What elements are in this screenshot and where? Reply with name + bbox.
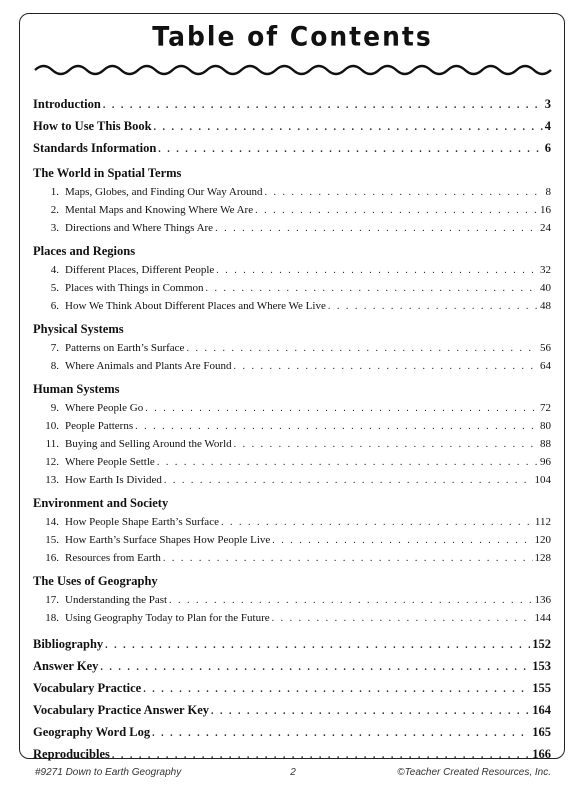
toc-entry[interactable] — [33, 261, 551, 279]
dot-leader — [234, 436, 538, 453]
section-places-regions — [33, 241, 551, 315]
toc-entry-label: Vocabulary Practice — [33, 681, 142, 695]
front-matter — [33, 93, 551, 159]
toc-entry-number: 9. — [50, 402, 59, 414]
dot-leader — [164, 472, 533, 489]
toc-entry-page: 64 — [540, 360, 551, 372]
dot-leader — [328, 298, 538, 315]
toc-entry-number: 14. — [45, 516, 59, 528]
toc-entry[interactable] — [33, 591, 551, 609]
dot-leader — [265, 184, 544, 201]
toc-entry[interactable] — [33, 453, 551, 471]
toc-entry[interactable] — [33, 357, 551, 375]
section-human-systems — [33, 379, 551, 489]
dot-leader — [135, 418, 538, 435]
toc-entry-label: How People Shape Earth’s Surface — [65, 516, 219, 528]
toc-entry-label: Geography Word Log — [33, 725, 151, 739]
dot-leader — [103, 95, 543, 115]
dot-leader — [186, 340, 538, 357]
dot-leader — [157, 454, 538, 471]
toc-entry-page: 165 — [532, 725, 551, 739]
toc-entry-page: 152 — [532, 637, 551, 651]
toc-entry-label: How We Think About Different Places and Where We Live — [65, 300, 326, 312]
toc-entry-label: Mental Maps and Knowing Where We Are — [65, 204, 254, 216]
dot-leader — [216, 262, 538, 279]
toc-entry-number: 12. — [45, 456, 59, 468]
section-heading: The World in Spatial Terms — [33, 166, 182, 180]
toc-entry-page: 24 — [540, 222, 551, 234]
section-heading: The Uses of Geography — [33, 574, 158, 588]
toc-entry-introduction[interactable] — [33, 93, 551, 115]
toc-entry-page: 4 — [544, 119, 551, 133]
toc-entry-page: 153 — [532, 659, 551, 673]
dot-leader — [105, 635, 530, 655]
toc-entry-label: Resources from Earth — [65, 552, 161, 564]
toc-entry-number: 5. — [50, 282, 59, 294]
toc-entry-bibliography[interactable] — [33, 633, 551, 655]
toc-entry[interactable] — [33, 219, 551, 237]
toc-entry-number: 4. — [50, 264, 59, 276]
dot-leader — [158, 139, 542, 159]
toc-entry-number: 17. — [45, 594, 59, 606]
toc-entry-page: 56 — [540, 342, 551, 354]
dot-leader — [255, 202, 538, 219]
toc-entry-page: 136 — [534, 594, 551, 606]
toc-entry-page: 6 — [544, 141, 551, 155]
dot-leader — [215, 220, 538, 237]
toc-entry[interactable] — [33, 279, 551, 297]
toc-entry-page: 155 — [532, 681, 551, 695]
table-of-contents — [33, 93, 551, 765]
dot-leader — [152, 723, 530, 743]
toc-entry-label: People Patterns — [65, 420, 134, 432]
toc-entry[interactable] — [33, 435, 551, 453]
toc-entry-label: Answer Key — [33, 659, 99, 673]
toc-entry-page: 144 — [534, 612, 551, 624]
toc-entry[interactable] — [33, 297, 551, 315]
section-physical-systems — [33, 319, 551, 375]
dot-leader — [100, 657, 530, 677]
toc-entry[interactable] — [33, 417, 551, 435]
toc-entry-label: Places with Things in Common — [65, 282, 204, 294]
page-number: 2 — [290, 767, 296, 778]
toc-entry-number: 18. — [45, 612, 59, 624]
toc-entry-page: 8 — [545, 186, 551, 198]
dot-leader — [112, 745, 530, 765]
toc-entry[interactable] — [33, 399, 551, 417]
toc-entry-label: Using Geography Today to Plan for the Future — [65, 612, 270, 624]
toc-entry-vocab-answer-key[interactable] — [33, 699, 551, 721]
toc-entry[interactable] — [33, 183, 551, 201]
toc-entry-label: How to Use This Book — [33, 119, 152, 133]
toc-entry-label: Understanding the Past — [65, 594, 168, 606]
toc-entry-label: Maps, Globes, and Finding Our Way Around — [65, 186, 263, 198]
dot-leader — [206, 280, 538, 297]
toc-entry-page: 72 — [540, 402, 551, 414]
toc-entry-page: 16 — [540, 204, 551, 216]
toc-entry-word-log[interactable] — [33, 721, 551, 743]
section-uses-of-geography — [33, 571, 551, 627]
toc-entry-page: 3 — [544, 97, 551, 111]
dot-leader — [169, 592, 532, 609]
toc-entry-label: Where People Settle — [65, 456, 155, 468]
toc-entry-number: 13. — [45, 474, 59, 486]
toc-entry-page: 96 — [540, 456, 551, 468]
toc-entry-label: Different Places, Different People — [65, 264, 215, 276]
toc-entry-number: 10. — [45, 420, 59, 432]
toc-entry[interactable] — [33, 513, 551, 531]
toc-entry[interactable] — [33, 609, 551, 627]
toc-entry-page: 166 — [532, 747, 551, 761]
toc-entry-reproducibles[interactable] — [33, 743, 551, 765]
toc-entry[interactable] — [33, 339, 551, 357]
toc-entry-label: Patterns on Earth’s Surface — [65, 342, 185, 354]
toc-entry-label: Reproducibles — [33, 747, 110, 761]
section-spatial-terms — [33, 163, 551, 237]
dot-leader — [163, 550, 533, 567]
toc-entry-number: 16. — [45, 552, 59, 564]
toc-entry-how-to-use[interactable] — [33, 115, 551, 137]
page-title: Table of Contents — [152, 21, 433, 52]
section-heading: Places and Regions — [33, 244, 136, 258]
toc-entry-page: 48 — [540, 300, 551, 312]
toc-entry-number: 6. — [50, 300, 59, 312]
toc-entry-page: 128 — [534, 552, 551, 564]
dot-leader — [272, 532, 532, 549]
toc-entry[interactable] — [33, 471, 551, 489]
toc-entry-page: 80 — [540, 420, 551, 432]
toc-entry-page: 104 — [534, 474, 551, 486]
dot-leader — [154, 117, 543, 137]
toc-entry-answer-key[interactable] — [33, 655, 551, 677]
dot-leader — [221, 514, 533, 531]
toc-entry-label: Bibliography — [33, 637, 104, 651]
section-heading: Environment and Society — [33, 496, 169, 510]
page-footer — [35, 767, 551, 778]
footer-book-title: #9271 Down to Earth Geography — [35, 767, 182, 778]
toc-entry-label: Where People Go — [65, 402, 144, 414]
toc-entry[interactable] — [33, 531, 551, 549]
toc-entry-vocabulary-practice[interactable] — [33, 677, 551, 699]
toc-entry-standards[interactable] — [33, 137, 551, 159]
toc-entry-label: Where Animals and Plants Are Found — [65, 360, 232, 372]
dot-leader — [234, 358, 538, 375]
toc-entry-label: Standards Information — [33, 141, 157, 155]
toc-entry-number: 1. — [50, 186, 59, 198]
dot-leader — [272, 610, 533, 627]
toc-entry-page: 120 — [534, 534, 551, 546]
toc-entry-label: How Earth Is Divided — [65, 474, 162, 486]
toc-entry-label: How Earth’s Surface Shapes How People Live — [65, 534, 271, 546]
toc-entry[interactable] — [33, 549, 551, 567]
wavy-divider — [33, 62, 552, 76]
toc-entry-number: 8. — [50, 360, 59, 372]
back-matter — [33, 633, 551, 765]
toc-entry-page: 40 — [540, 282, 551, 294]
dot-leader — [211, 701, 530, 721]
toc-entry-number: 3. — [50, 222, 59, 234]
toc-entry-page: 164 — [532, 703, 551, 717]
toc-entry-label: Introduction — [33, 97, 101, 111]
section-environment-society — [33, 493, 551, 567]
section-heading: Human Systems — [33, 382, 120, 396]
dot-leader — [143, 679, 530, 699]
toc-entry-label: Directions and Where Things Are — [65, 222, 214, 234]
toc-entry-number: 7. — [50, 342, 59, 354]
toc-entry-page: 112 — [534, 516, 551, 528]
toc-entry-number: 2. — [50, 204, 59, 216]
toc-entry-number: 11. — [45, 438, 59, 450]
toc-entry-page: 88 — [540, 438, 551, 450]
toc-entry-label: Buying and Selling Around the World — [65, 438, 232, 450]
toc-entry[interactable] — [33, 201, 551, 219]
toc-entry-number: 15. — [45, 534, 59, 546]
dot-leader — [145, 400, 538, 417]
footer-copyright: ©Teacher Created Resources, Inc. — [397, 767, 551, 778]
section-heading: Physical Systems — [33, 322, 124, 336]
toc-entry-label: Vocabulary Practice Answer Key — [33, 703, 210, 717]
toc-entry-page: 32 — [540, 264, 551, 276]
